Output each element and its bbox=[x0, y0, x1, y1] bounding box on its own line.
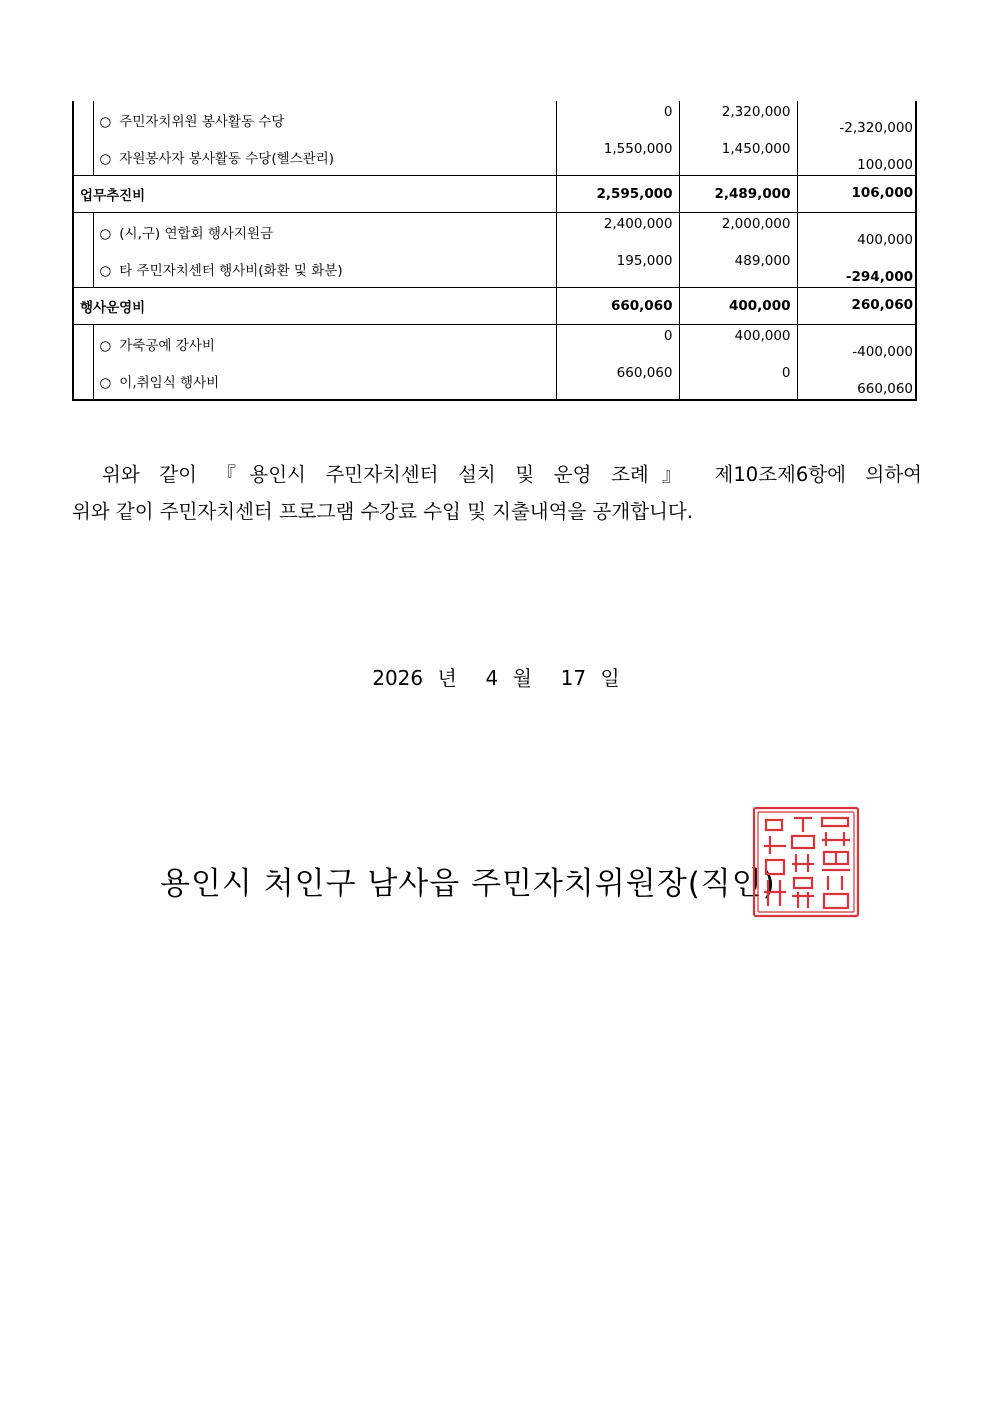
bullet-circle-icon: ○ bbox=[99, 150, 112, 167]
bullet-circle-icon: ○ bbox=[99, 374, 112, 391]
item-label-text: 자원봉사자 봉사활동 수당(헬스관리) bbox=[119, 150, 335, 167]
category-row bbox=[73, 176, 916, 213]
difference-value: 400,000 bbox=[797, 213, 916, 251]
budget-value: 2,595,000 bbox=[556, 176, 679, 213]
notice-paragraph bbox=[72, 456, 922, 530]
category-row bbox=[73, 288, 916, 325]
item-row bbox=[73, 101, 916, 138]
actual-value: 2,320,000 bbox=[679, 101, 797, 138]
bullet-circle-icon: ○ bbox=[99, 225, 112, 242]
indent-cell bbox=[73, 362, 93, 400]
bullet-circle-icon: ○ bbox=[99, 337, 112, 354]
notice-line-2: 위와 같이 주민자치센터 프로그램 수강료 수입 및 지출내역을 공개합니다. bbox=[72, 500, 693, 523]
item-label bbox=[93, 213, 556, 251]
difference-value: 260,060 bbox=[797, 288, 916, 325]
budget-value: 195,000 bbox=[556, 250, 679, 288]
actual-value: 489,000 bbox=[679, 250, 797, 288]
actual-value: 400,000 bbox=[679, 288, 797, 325]
difference-value: 106,000 bbox=[797, 176, 916, 213]
item-label-text: 타 주민자치센터 행사비(화환 및 화분) bbox=[119, 262, 343, 279]
item-label-text: (시,구) 연합회 행사지원금 bbox=[119, 225, 274, 242]
signature-line: 용인시 처인구 남사읍 주민자치위원장(직인) bbox=[160, 866, 776, 902]
actual-value: 2,000,000 bbox=[679, 213, 797, 251]
category-label: 업무추진비 bbox=[73, 176, 556, 213]
item-label-text: 이,취임식 행사비 bbox=[119, 374, 220, 391]
indent-cell bbox=[73, 101, 93, 138]
indent-cell bbox=[73, 325, 93, 363]
item-row bbox=[73, 213, 916, 251]
item-label bbox=[93, 101, 556, 138]
indent-cell bbox=[73, 138, 93, 176]
item-label-text: 가죽공예 강사비 bbox=[119, 337, 215, 354]
notice-line-1: 위와 같이 『용인시 주민자치센터 설치 및 운영 조례』 제10조제6항에 의하여 bbox=[102, 463, 922, 486]
budget-table bbox=[72, 101, 917, 401]
official-seal-stamp bbox=[752, 806, 860, 918]
difference-value: -2,320,000 bbox=[797, 101, 916, 138]
budget-value: 2,400,000 bbox=[556, 213, 679, 251]
item-row bbox=[73, 325, 916, 363]
bullet-circle-icon: ○ bbox=[99, 262, 112, 279]
bullet-circle-icon: ○ bbox=[99, 113, 112, 130]
item-label bbox=[93, 362, 556, 400]
item-row bbox=[73, 138, 916, 176]
actual-value: 0 bbox=[679, 362, 797, 400]
budget-value: 0 bbox=[556, 325, 679, 363]
difference-value: 100,000 bbox=[797, 138, 916, 176]
category-label: 행사운영비 bbox=[73, 288, 556, 325]
actual-value: 400,000 bbox=[679, 325, 797, 363]
item-row bbox=[73, 362, 916, 400]
budget-value: 660,060 bbox=[556, 288, 679, 325]
item-label-text: 주민자치위원 봉사활동 수당 bbox=[119, 113, 285, 130]
item-row bbox=[73, 250, 916, 288]
indent-cell bbox=[73, 213, 93, 251]
item-label bbox=[93, 325, 556, 363]
actual-value: 2,489,000 bbox=[679, 176, 797, 213]
document-date: 2026 년 4 월 17 일 bbox=[372, 666, 620, 690]
difference-value: -400,000 bbox=[797, 325, 916, 363]
difference-value: -294,000 bbox=[797, 250, 916, 288]
budget-value: 1,550,000 bbox=[556, 138, 679, 176]
item-label bbox=[93, 250, 556, 288]
budget-value: 0 bbox=[556, 101, 679, 138]
budget-value: 660,060 bbox=[556, 362, 679, 400]
difference-value: 660,060 bbox=[797, 362, 916, 400]
indent-cell bbox=[73, 250, 93, 288]
actual-value: 1,450,000 bbox=[679, 138, 797, 176]
item-label bbox=[93, 138, 556, 176]
